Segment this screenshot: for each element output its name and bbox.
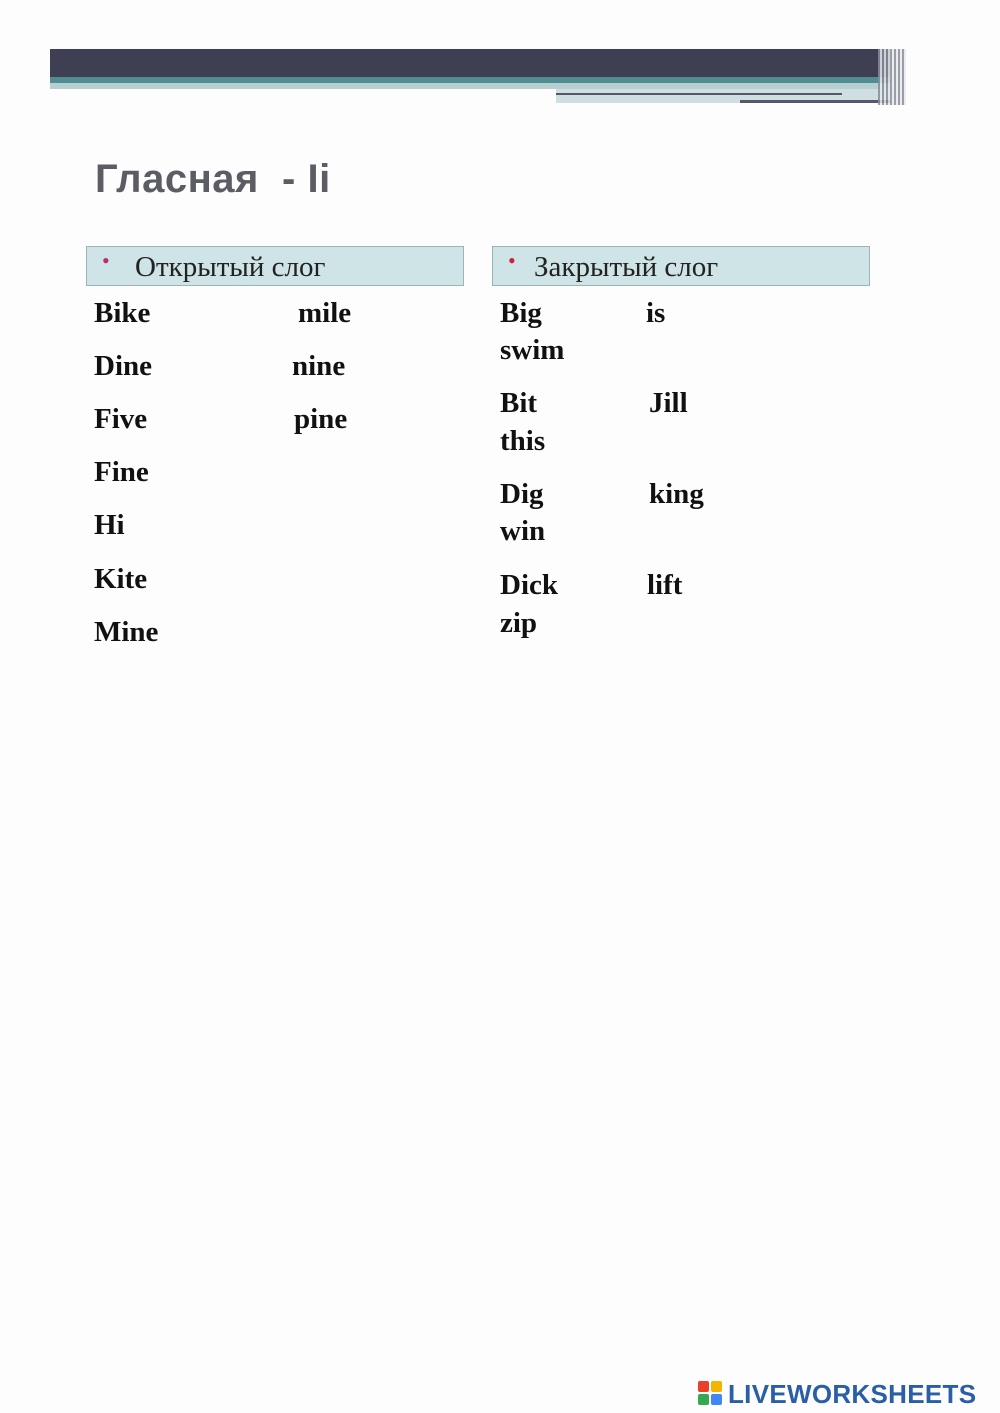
open-syllable-label: Открытый слог bbox=[135, 251, 326, 283]
bullet-icon: • bbox=[102, 248, 110, 273]
word-open: Fine bbox=[94, 456, 149, 488]
word-closed: Jill bbox=[649, 387, 688, 419]
word-open: Mine bbox=[94, 616, 159, 648]
word-closed: this bbox=[500, 425, 546, 457]
page-title: Гласная - Ii bbox=[95, 157, 331, 201]
liveworksheets-logo-icon bbox=[698, 1381, 724, 1407]
decorative-banner bbox=[0, 0, 1000, 110]
liveworksheets-logo-text: LIVEWORKSHEETS bbox=[728, 1378, 977, 1409]
banner-stripes bbox=[878, 49, 906, 105]
closed-syllable-header bbox=[492, 246, 870, 286]
word-open: Hi bbox=[94, 509, 125, 541]
word-closed: lift bbox=[647, 569, 683, 601]
word-closed: Dick bbox=[500, 569, 558, 601]
word-open: Dine bbox=[94, 350, 152, 382]
word-closed: is bbox=[646, 297, 666, 329]
word-closed: Bit bbox=[500, 387, 538, 419]
word-closed: swim bbox=[500, 334, 565, 366]
word-open: Kite bbox=[94, 563, 148, 595]
liveworksheets-logo[interactable] bbox=[698, 1379, 976, 1409]
word-closed: Big bbox=[500, 297, 542, 329]
closed-syllable-label: Закрытый слог bbox=[534, 251, 719, 283]
banner-line bbox=[556, 93, 842, 95]
bullet-icon: • bbox=[508, 248, 516, 273]
word-open: pine bbox=[294, 403, 348, 435]
word-open: nine bbox=[292, 350, 346, 382]
banner-line bbox=[740, 100, 890, 103]
word-open: mile bbox=[298, 297, 352, 329]
word-open: Bike bbox=[94, 297, 151, 329]
word-closed: king bbox=[649, 478, 704, 510]
banner-dark-bar bbox=[50, 49, 890, 77]
word-closed: zip bbox=[500, 607, 538, 639]
word-open: Five bbox=[94, 403, 148, 435]
word-closed: Dig bbox=[500, 478, 544, 510]
open-syllable-header bbox=[86, 246, 464, 286]
word-closed: win bbox=[500, 515, 546, 547]
